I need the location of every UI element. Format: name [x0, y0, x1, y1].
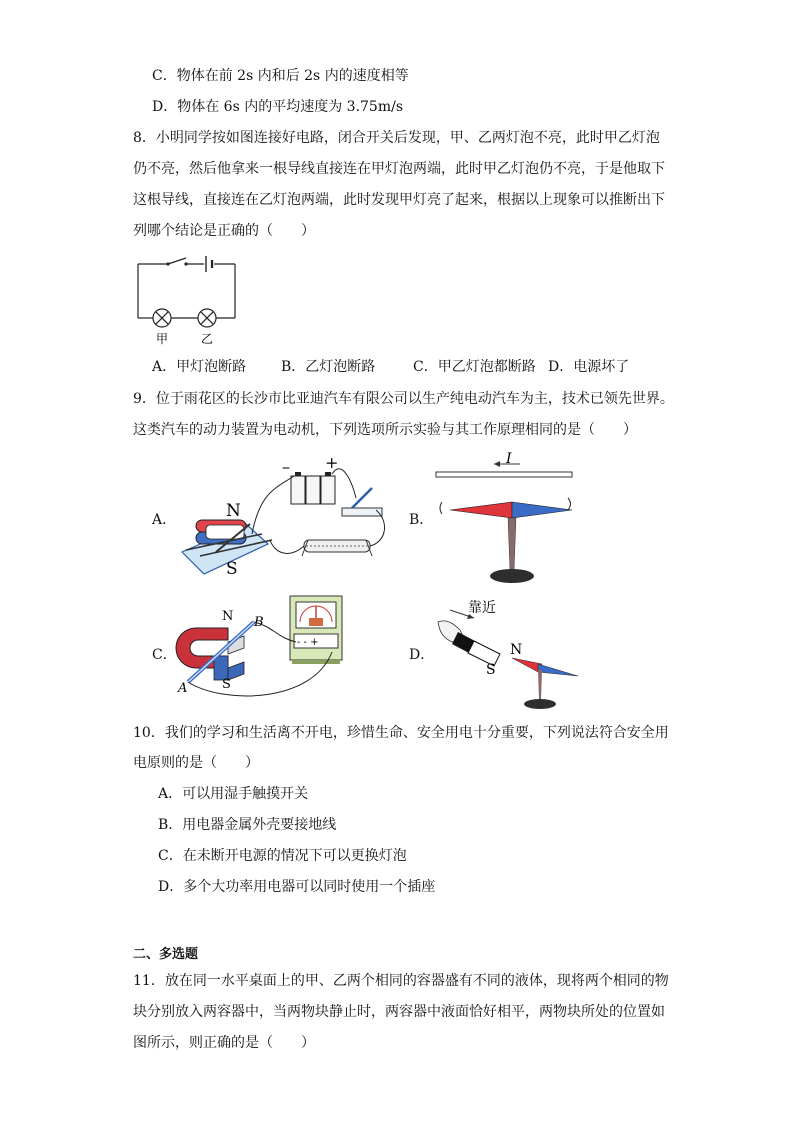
q9-label-d: D．: [409, 647, 435, 663]
q8-option-d: D．电源坏了: [548, 359, 630, 375]
q10-option-a: A．可以用湿手触摸开关: [158, 786, 309, 802]
q8-text-line-3: 这根导线，直接连在乙灯泡两端，此时发现甲灯亮了起来，根据以上现象可以推断出下: [133, 192, 665, 208]
q9-text-line-2: 这类汽车的动力装置为电动机，下列选项所示实验与其工作原理相同的是（ ）: [133, 422, 637, 438]
q9-label-c: C．: [152, 647, 177, 663]
q9-figure-a-motor-experiment: [176, 452, 396, 577]
q11-text-line-2: 块分别放入两容器中，当两物块静止时，两容器中液面恰好相平，两物块所处的位置如: [133, 1004, 665, 1020]
fig-b-current-label: I: [506, 452, 512, 467]
q10-option-d: D．多个大功率用电器可以同时使用一个插座: [158, 879, 436, 895]
q9-figure-b-oersted-experiment: [432, 452, 582, 587]
q8-option-b: B．乙灯泡断路: [281, 359, 376, 375]
lamp-label-yi: 乙: [201, 332, 214, 346]
q10-option-b: B．用电器金属外壳要接地线: [158, 817, 337, 833]
fig-c-label-a: A: [178, 681, 188, 696]
q8-text-line-2: 仍不亮，然后他拿来一根导线直接连在甲灯泡两端，此时甲乙灯泡仍不亮，于是他取下: [133, 161, 665, 177]
q9-text-line-1: 9．位于雨花区的长沙市比亚迪汽车有限公司以生产纯电动汽车为主，技术已领先世界。: [133, 391, 674, 407]
q8-option-c: C．甲乙灯泡都断路: [413, 359, 536, 375]
q9-label-b: B．: [409, 512, 434, 528]
section-title-multiple-choice: 二、多选题: [133, 947, 199, 962]
q8-circuit-diagram: [128, 252, 248, 347]
fig-d-approach-label: 靠近: [468, 600, 496, 616]
q10-option-c: C．在未断开电源的情况下可以更换灯泡: [158, 848, 407, 864]
q11-text-line-1: 11．放在同一水平桌面上的甲、乙两个相同的容器盛有不同的液体，现将两个相同的物: [133, 973, 669, 989]
q7-option-c: C．物体在前 2s 内和后 2s 内的速度相等: [152, 68, 409, 84]
fig-c-label-s: S: [222, 677, 231, 692]
q11-text-line-3: 图所示，则正确的是（ ）: [133, 1035, 315, 1051]
q8-text-line-4: 列哪个结论是正确的（ ）: [133, 223, 315, 239]
q10-text-line-1: 10．我们的学习和生活离不开电，珍惜生命、安全用电十分重要，下列说法符合安全用: [133, 725, 669, 741]
q8-text-line-1: 8．小明同学按如图连接好电路，闭合开关后发现，甲、乙两灯泡不亮，此时甲乙灯泡: [133, 130, 660, 146]
fig-d-label-n: N: [510, 642, 523, 658]
q10-text-line-2: 电原则的是（ ）: [133, 755, 259, 771]
q9-label-a: A．: [152, 512, 177, 528]
lamp-label-jia: 甲: [156, 332, 169, 346]
fig-c-label-b: B: [254, 615, 264, 630]
fig-a-label-plus: +: [325, 453, 339, 472]
fig-a-label-n: N: [226, 501, 241, 521]
fig-d-label-s: S: [486, 662, 496, 678]
q9-figure-d-magnet-needle: [430, 592, 590, 712]
fig-a-label-minus: –: [282, 457, 290, 476]
q9-figure-c-induction-experiment: [172, 592, 362, 702]
q7-option-d: D．物体在 6s 内的平均速度为 3.75m/s: [152, 99, 404, 115]
fig-a-label-s: S: [226, 559, 238, 577]
svg-text:- - +: - - +: [297, 637, 319, 648]
q8-option-a: A．甲灯泡断路: [152, 359, 247, 375]
fig-c-label-n: N: [222, 609, 234, 624]
